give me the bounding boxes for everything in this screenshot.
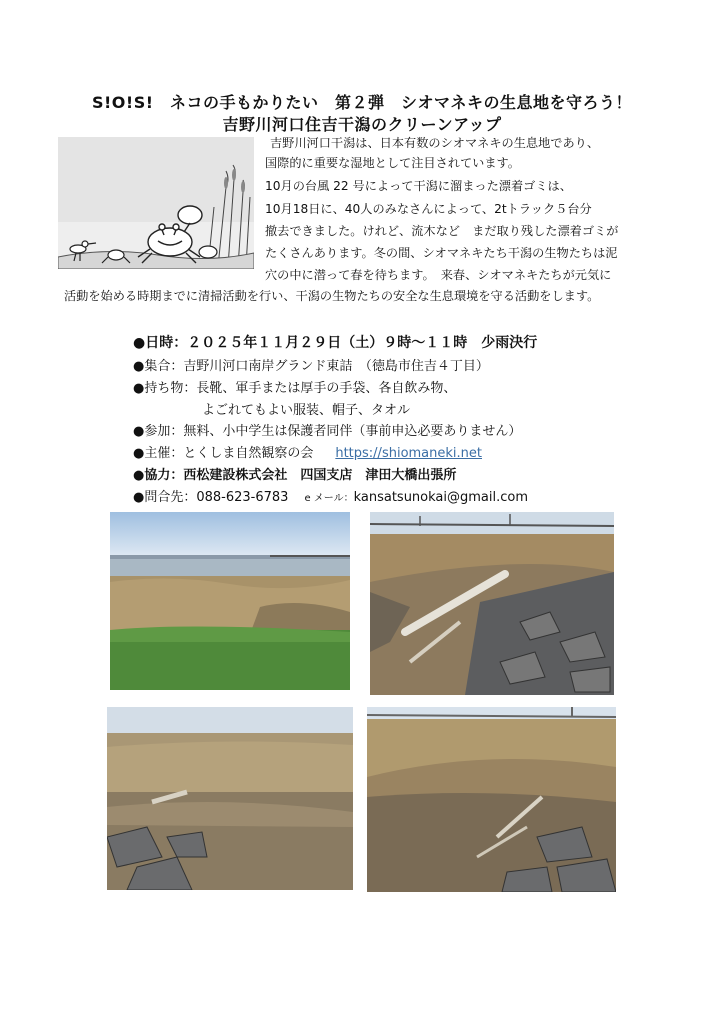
reed-debris-photo — [367, 707, 616, 892]
intro-line: 撤去できました。けれど、流木など まだ取り残した漂着ゴミが — [265, 224, 619, 238]
intro-line: 吉野川河口干潟は、日本有数のシオマネキの生息地であり、 — [270, 136, 600, 150]
organizer: ●主催：とくしま自然観察の会 — [133, 446, 314, 461]
email-label: e メール： — [304, 493, 354, 504]
intro-line: 国際的に重要な湿地として注目されています。 — [265, 156, 520, 170]
participation-fee: ●参加：無料、小中学生は保護者同伴（事前申込必要ありません） — [133, 424, 522, 439]
tidal-flat-photo — [110, 512, 350, 690]
intro-line: 活動を始める時期までに清掃活動を行い、干潟の生物たちの安全な生息環境を守る活動をします。 — [64, 289, 600, 303]
title-line-2: 吉野川河口住吉干潟のクリーンアップ — [222, 115, 502, 134]
email-address[interactable]: kansatsunokai@gmail.com — [353, 490, 529, 505]
intro-line: 10月の台風 22 号によって干潟に溜まった漂着ゴミは、 — [265, 179, 572, 193]
event-date: ●日時：２０２５年１１月２９日（土）９時〜１１時 少雨決行 — [133, 335, 538, 351]
items-to-bring-2: よごれてもよい服装、帽子、タオル — [202, 403, 411, 418]
intro-line: たくさんあります。冬の間、シオマネキたち干潟の生物たちは泥 — [265, 246, 618, 260]
intro-line: 10月18日に、40人のみなさんによって、2tトラック５台分 — [265, 202, 592, 216]
contact-row — [133, 486, 528, 505]
organizer-row — [133, 442, 482, 461]
meeting-place: ●集合：吉野川河口南岸グランド東詰 （徳島市住吉４丁目） — [133, 359, 489, 374]
intro-line: 穴の中に潜って春を待ちます。 来春、シオマネキたちが元気に — [265, 268, 612, 282]
crab-illustration — [58, 137, 254, 269]
reed-field-photo — [107, 707, 353, 890]
driftwood-photo — [370, 512, 614, 695]
title-line-1: S!O!S! ネコの手もかりたい 第２弾 シオマネキの生息地を守ろう！ — [91, 93, 633, 112]
items-to-bring: ●持ち物：長靴、軍手または厚手の手袋、各自飲み物、 — [133, 381, 457, 396]
website-link[interactable]: https://shiomaneki.net — [335, 446, 482, 461]
contact-phone: ●問合先：088-623-6783 — [133, 490, 289, 505]
cooperation: ●協力：西松建設株式会社 四国支店 津田大橋出張所 — [133, 468, 457, 483]
